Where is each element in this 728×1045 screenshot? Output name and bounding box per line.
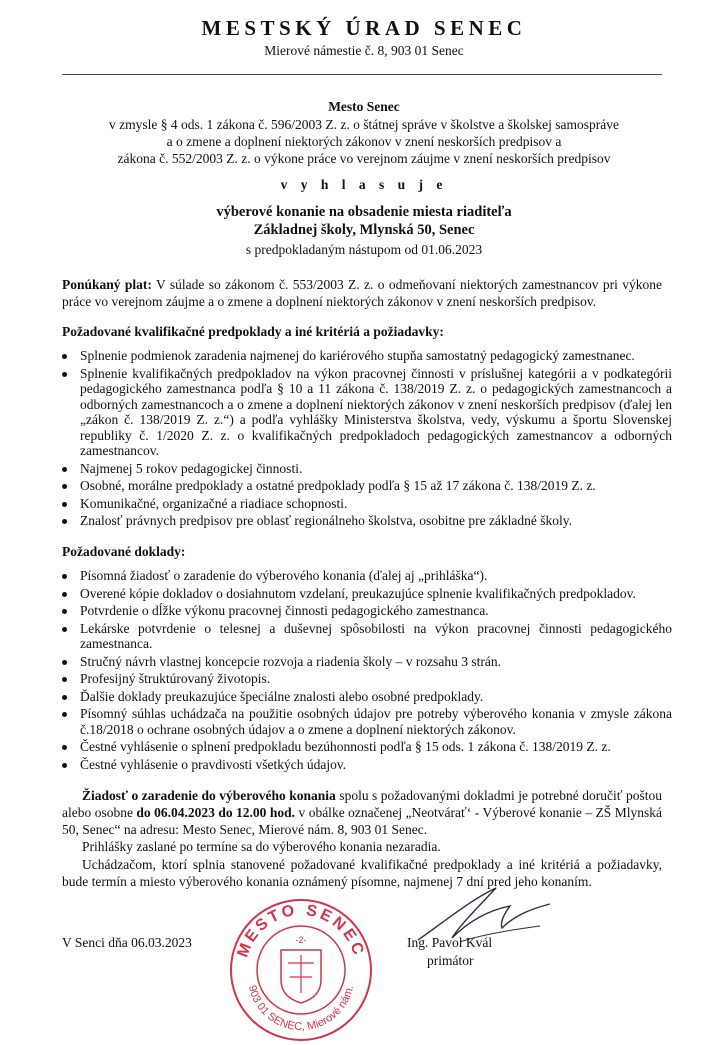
list-item: Splnenie kvalifikačných predpokladov na výkon pracovnej činnosti v príslušnej kategórii a v podkategórii pedagogického zamestnanca podľa § 10 a 11 zákona č. 138/2019 Z. z. o pedagogických zamestnancoch a odborných zamestnancoch a o zmene a doplnení niektorých zákonov v znení neskorších predpisov (ďalej len „zákon č. 138/2019 Z. z.“) a podľa vyhlášky Ministerstva školstva, vedy, výskumu a športu Slovenskej republiky č. 1/2020 Z. z. o kvalifikačných predpokladoch pedagogických zamestnancov a odborných zamestnancov. [62, 366, 672, 459]
office-address: Mierové námestie č. 8, 903 01 Senec [264, 43, 464, 58]
list-item: Najmenej 5 rokov pedagogickej činnosti. [62, 461, 672, 477]
candidate-notice: Uchádzačom, ktorí splnia stanovené požadované kvalifikačné predpoklady a iné kritériá a požiadavky, bude termín a miesto výberového konania oznámený písomne, najmenej 7 dní pred jeho konaním. [62, 857, 662, 889]
competition-title-2: Základnej školy, Mlynská 50, Senec [253, 222, 475, 238]
list-item: Komunikačné, organizačné a riadiace schopnosti. [62, 496, 672, 512]
list-item: Čestné vyhlásenie o pravdivosti všetkých údajov. [62, 757, 672, 773]
list-item: Ďalšie doklady preukazujúce špeciálne znalosti alebo osobné predpoklady. [62, 689, 672, 705]
submission-deadline: do 06.04.2023 do 12.00 hod. [136, 805, 296, 820]
signatory-role: primátor [427, 953, 474, 968]
legal-basis-line-3: zákona č. 552/2003 Z. z. o výkone práce vo verejnom záujme v znení neskorších predpisov [117, 151, 611, 166]
list-item: Znalosť právnych predpisov pre oblasť regionálneho školstva, osobitne pre základné školy. [62, 513, 672, 529]
list-item: Overené kópie dokladov o dosiahnutom vzdelaní, preukazujúce splnenie kvalifikačných predpokladov. [62, 586, 672, 602]
requirements-heading: Požadované kvalifikačné predpoklady a iné kritériá a požiadavky: [62, 324, 444, 339]
list-item: Splnenie podmienok zaradenia najmenej do kariérového stupňa samostatný pedagogický zamestnanec. [62, 348, 672, 364]
late-notice: Prihlášky zaslané po termíne sa do výberového konania nezaradia. [82, 839, 441, 854]
list-item: Lekárske potvrdenie o telesnej a duševnej spôsobilosti na výkon pracovnej činnosti pedagogického zamestnanca. [62, 621, 672, 652]
stamp-top-text: MESTO SENEC [234, 901, 368, 960]
requirements-list [62, 348, 672, 531]
city-stamp [226, 895, 376, 1045]
signatory-name: Ing. Pavol Kvál [407, 935, 493, 950]
documents-heading: Požadované doklady: [62, 544, 186, 559]
list-item: Osobné, morálne predpoklady a ostatné predpoklady podľa § 15 až 17 zákona č. 138/2019 Z. z. [62, 478, 672, 494]
submission-text-2: v obálke označenej „Neotvárať‘ - Výberové konanie – ZŠ Mlynská 50, Senec“ na adresu: Mesto Senec, Mierové nám. 8, 903 01 Senec. [62, 805, 662, 837]
legal-basis-line-2: a o zmene a doplnení niektorých zákonov v znení neskorších predpisov a [166, 134, 562, 149]
submission-lead: Žiadosť o zaradenie do výberového konania [82, 788, 336, 803]
list-item: Profesijný štruktúrovaný životopis. [62, 671, 672, 687]
list-item: Písomný súhlas uchádzača na použitie osobných údajov pre potreby výberového konania v zmysle zákona č.18/2018 o ochrane osobných údajov a o zmene a doplnení niektorých zákonov. [62, 706, 672, 737]
list-item: Čestné vyhlásenie o splnení predpokladu bezúhonnosti podľa § 15 ods. 1 zákona č. 138/2019 Z. z. [62, 739, 672, 755]
announces-heading: v y h l a s u j e [280, 177, 448, 192]
stamp-bottom-text: 903 01 SENEC, Mierové nám. [245, 984, 357, 1034]
start-date: s predpokladaným nástupom od 01.06.2023 [245, 242, 483, 257]
legal-basis-line-1: v zmysle § 4 ods. 1 zákona č. 596/2003 Z. z. o štátnej správe v školstve a školskej samospráve [109, 117, 619, 132]
salary-paragraph [62, 276, 662, 310]
place-and-date: V Senci dňa 06.03.2023 [62, 935, 192, 950]
documents-list [62, 568, 672, 774]
submission-paragraph [62, 787, 662, 838]
salary-label: Ponúkaný plat: [62, 277, 152, 292]
competition-title-1: výberové konanie na obsadenie miesta riaditeľa [216, 204, 512, 220]
list-item: Potvrdenie o dĺžke výkonu pracovnej činnosti pedagogického zamestnanca. [62, 603, 672, 619]
salary-text: V súlade so zákonom č. 553/2003 Z. z. o odmeňovaní niektorých zamestnancov pri výkone práce vo verejnom záujme a o zmene a doplnení niektorých zákonov v znení neskorších predpisov. [62, 277, 663, 309]
stamp-number: -2- [295, 935, 307, 945]
office-title: MESTSKÝ ÚRAD SENEC [201, 16, 527, 40]
submission-text-1: spolu s požadovanými dokladmi je potrebné doručiť poštou alebo osobne [62, 788, 662, 820]
list-item: Stručný návrh vlastnej koncepcie rozvoja a riadenia školy – v rozsahu 3 strán. [62, 654, 672, 670]
list-item: Písomná žiadosť o zaradenie do výberového konania (ďalej aj „prihláška“). [62, 568, 672, 584]
header-divider [62, 74, 662, 75]
authority-name: Mesto Senec [328, 99, 400, 114]
svg-text:MESTO SENEC [234, 902, 367, 960]
